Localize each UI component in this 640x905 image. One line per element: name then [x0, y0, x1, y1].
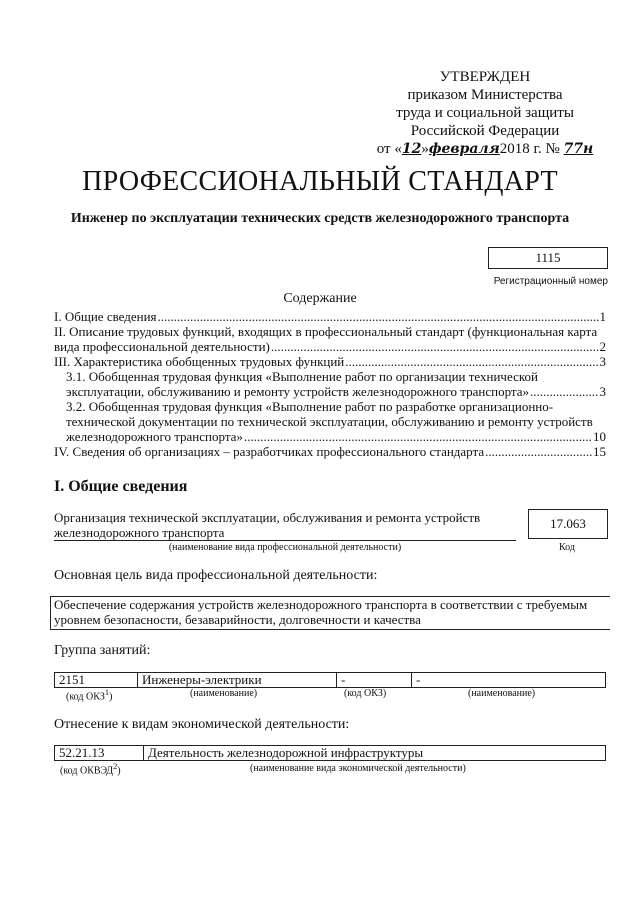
approval-line: Российской Федерации	[410, 123, 560, 139]
approval-date: от «12»февраля2018 г. № 77н	[376, 141, 594, 157]
document-title: ПРОФЕССИОНАЛЬНЫЙ СТАНДАРТ	[82, 166, 558, 197]
toc-item[interactable]: 3.1. Обобщенная трудовая функция «Выполнение работ по организации технической эксплуатации, обслуживанию и ремонту устройств железнодорожного транспорта» ..... 3	[54, 369, 606, 399]
activity-code-box: 17.063	[528, 509, 608, 539]
table-of-contents	[54, 309, 606, 459]
okz-code-caption: (код ОКЗ)	[344, 688, 387, 699]
approval-block	[370, 68, 600, 158]
okved-code-cell: 52.21.13	[55, 746, 144, 761]
okved-name-caption: (наименование вида экономической деятельности)	[250, 763, 466, 774]
toc-item[interactable]: I. Общие сведения ..... 1	[54, 309, 606, 324]
registration-number-box: 1115	[488, 247, 608, 269]
table-row	[55, 673, 606, 688]
registration-number-label: Регистрационный номер	[493, 276, 608, 287]
toc-title: Содержание	[283, 291, 357, 306]
okz-name-cell: -	[412, 673, 606, 688]
okved-name-cell: Деятельность железнодорожной инфраструктуры	[144, 746, 606, 761]
okz-code-cell: -	[337, 673, 412, 688]
table-row	[55, 746, 606, 761]
approval-line: труда и социальной защиты	[396, 105, 574, 121]
toc-item[interactable]: II. Описание трудовых функций, входящих в профессиональный стандарт (функциональная карта вида профессиональной деятельности) ..... 2	[54, 324, 606, 354]
okz-name-caption: (наименование)	[190, 688, 258, 699]
activity-caption: (наименование вида профессиональной деятельности)	[168, 542, 402, 553]
handwritten-month: февраля	[428, 141, 500, 157]
handwritten-day: 12	[401, 141, 422, 157]
okz-code-cell: 2151	[55, 673, 138, 688]
toc-item[interactable]: III. Характеристика обобщенных трудовых функций ..... 3	[54, 354, 606, 369]
okz-code-caption: (код ОКЗ$^1$)	[66, 688, 113, 703]
code-caption: Код	[559, 542, 575, 553]
handwritten-number: 77н	[563, 141, 594, 157]
okz-name-caption: (наименование)	[468, 688, 536, 699]
toc-item[interactable]: 3.2. Обобщенная трудовая функция «Выполнение работ по разработке организационно- технической документации по технической эксплуатации, обслуживанию и ремонту устройств железнодорожного транспорта» ..... 10	[54, 399, 606, 444]
activity-name-field: Организация технической эксплуатации, обслуживания и ремонта устройств железнодорожного транспорта	[54, 510, 516, 541]
occupation-group-table	[54, 672, 606, 688]
approval-line: приказом Министерства	[407, 87, 563, 103]
section-heading: I. Общие сведения	[54, 478, 188, 495]
group-label: Группа занятий:	[54, 643, 151, 658]
document-subtitle: Инженер по эксплуатации технических средств железнодорожного транспорта	[70, 211, 570, 226]
goal-label: Основная цель вида профессиональной деятельности:	[54, 568, 378, 583]
okved-table	[54, 745, 606, 761]
okz-name-cell: Инженеры-электрики	[138, 673, 337, 688]
goal-box: Обеспечение содержания устройств железнодорожного транспорта в соответствии с требуемым уровнем безопасности, безаварийности, долговечности и качества	[50, 596, 610, 630]
approval-heading: УТВЕРЖДЕН	[439, 69, 531, 85]
toc-item[interactable]: IV. Сведения об организациях – разработчиках профессионального стандарта ..... 15	[54, 444, 606, 459]
okved-label: Отнесение к видам экономической деятельности:	[54, 717, 350, 732]
okved-code-caption: (код ОКВЭД$^2$)	[60, 762, 121, 777]
